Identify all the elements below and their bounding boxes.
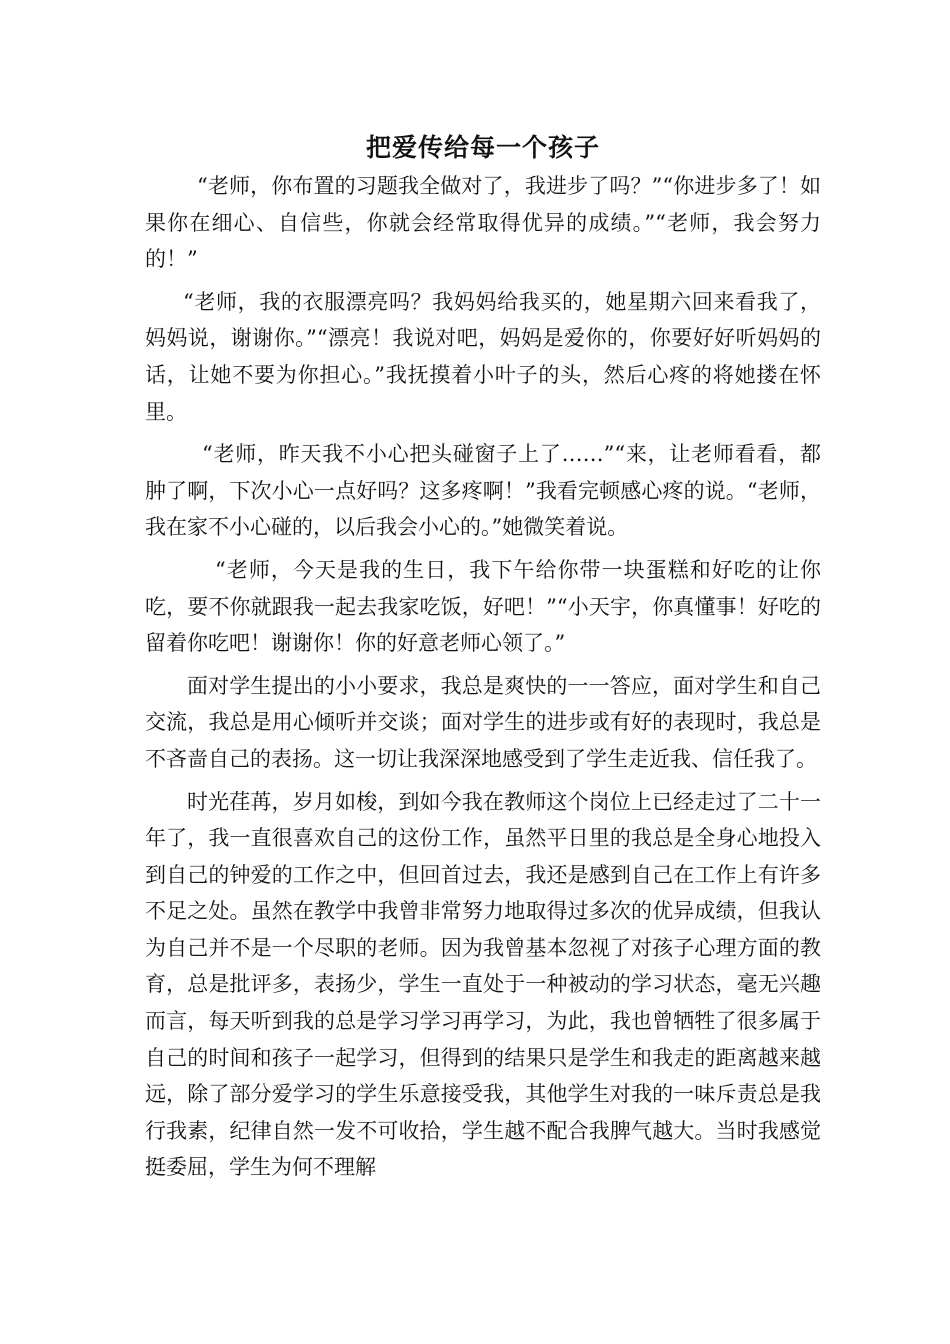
paragraph-3: “老师，昨天我不小心把头碰窗子上了……”“来，让老师看看，都肿了啊，下次小心一点好吗？这多疼啊！”我看完顿感心疼的说。“老师，我在家不小心碰的，以后我会小心的。”她微笑着说。	[145, 442, 821, 540]
paragraph-6: 时光荏苒，岁月如梭，到如今我在教师这个岗位上已经走过了二十一年了，我一直很喜欢自己的这份工作，虽然平日里的我总是全身心地投入到自己的钟爱的工作之中，但回首过去，我还是感到自己在工作上有许多不足之处。虽然在教学中我曾非常努力地取得过多次的优异成绩，但我认为自己并不是一个尽职的老师。因为我曾基本忽视了对孩子心理方面的教育，总是批评多，表扬少，学生一直处于一种被动的学习状态，毫无兴趣而言，每天听到我的总是学习学习再学习，为此，我也曾牺牲了很多属于自己的时间和孩子一起学习，但得到的结果只是学生和我走的距离越来越远，除了部分爱学习的学生乐意接受我，其他学生对我的一味斥责总是我行我素，纪律自然一发不可收拾，学生越不配合我脾气越大。当时我感觉挺委屈，学生为何不理解	[145, 789, 821, 1180]
paragraph-1: “老师，你布置的习题我全做对了，我进步了吗？”“你进步多了！如果你在细心、自信些，你就会经常取得优异的成绩。”“老师，我会努力的！”	[145, 174, 821, 272]
document-page	[145, 130, 821, 1186]
paragraph-5: 面对学生提出的小小要求，我总是爽快的一一答应，面对学生和自己交流，我总是用心倾听并交谈；面对学生的进步或有好的表现时，我总是不吝啬自己的表扬。这一切让我深深地感受到了学生走近我、信任我了。	[145, 673, 821, 771]
document-title: 把爱传给每一个孩子	[365, 133, 600, 162]
paragraph-4: “老师，今天是我的生日，我下午给你带一块蛋糕和好吃的让你吃，要不你就跟我一起去我家吃饭，好吧！”“小天宇，你真懂事！好吃的留着你吃吧！谢谢你！你的好意老师心领了。”	[145, 557, 821, 656]
paragraph-2: “老师，我的衣服漂亮吗？我妈妈给我买的，她星期六回来看我了，妈妈说，谢谢你。”“漂亮！我说对吧，妈妈是爱你的，你要好好听妈妈的话，让她不要为你担心。”我抚摸着小叶子的头，然后心疼的将她搂在怀里。	[145, 289, 821, 424]
